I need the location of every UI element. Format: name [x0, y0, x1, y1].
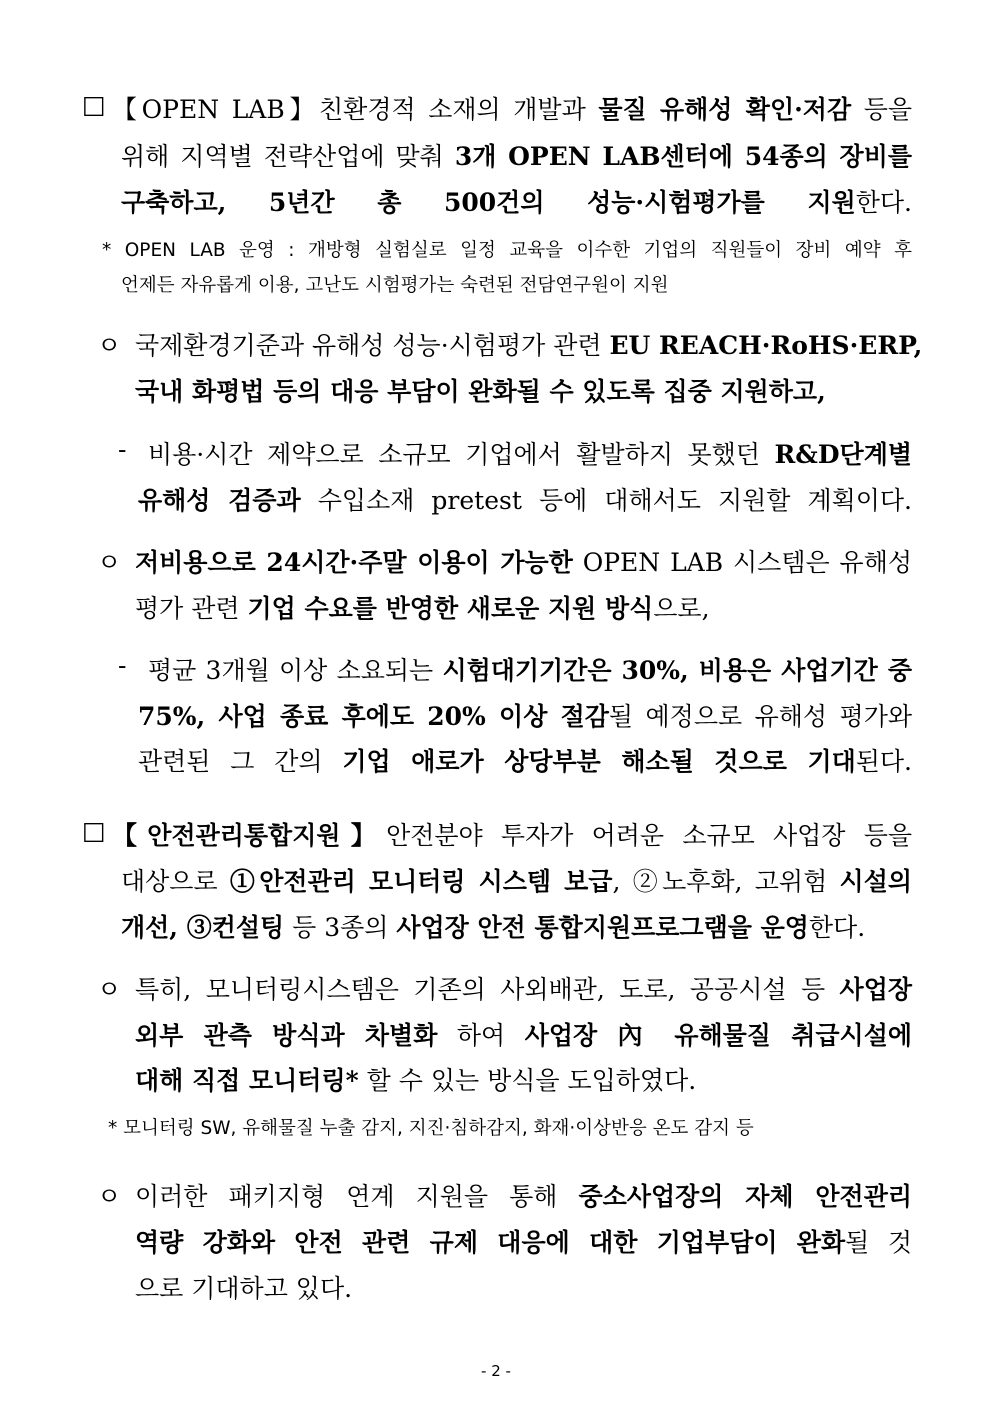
- text: 된다.: [855, 747, 912, 776]
- text: 이러한 패키지형 연계 지원을 통해: [135, 1182, 579, 1211]
- bold-text: 구축하고, 5년간 총 500건의 성능·시험평가를 지원: [121, 188, 856, 217]
- bold-text: 역량 강화와 안전 관련 규제 대응에 대한 기업부담이 완화: [135, 1228, 846, 1257]
- bold-text: 국내 화평법 등의 대응 부담이 완화될 수 있도록 집중 지원하고,: [135, 377, 826, 406]
- bullet-line: [135, 372, 912, 408]
- bold-text: 사업장 內 유해물질 취급시설에: [524, 1021, 912, 1050]
- text: , ②노후화, 고위험: [612, 867, 840, 896]
- text: 한다.: [855, 188, 912, 217]
- text: 등을: [851, 95, 912, 124]
- text: 대상으로: [121, 867, 230, 896]
- bullet-line: [138, 481, 912, 517]
- section-marker: □: [82, 90, 106, 119]
- text: * 모니터링 SW, 유해물질 누출 감지, 지진·침하감지, 화재·이상반응 온도 감지 등: [108, 1118, 754, 1139]
- bold-text: 사업장: [839, 975, 912, 1004]
- section-line: [121, 862, 912, 898]
- text: 할 수 있는 방식을 도입하였다.: [358, 1066, 697, 1095]
- text: 수입소재 pretest 등에 대해서도 지원할 계획이다.: [300, 486, 912, 515]
- bullet-marker: ㅇ: [97, 975, 122, 1004]
- bullet-line: [135, 543, 912, 579]
- bold-text: 기업 애로가 상당부분 해소될 것으로 기대: [342, 747, 856, 776]
- bold-text: 물질 유해성 확인·저감: [598, 95, 852, 124]
- bold-text: 개선, ③컨설팅: [121, 913, 285, 942]
- bullet-line: [135, 970, 912, 1006]
- section-line: [121, 908, 912, 944]
- text: 안전분야 투자가 어려운 소규모 사업장 등을: [386, 821, 913, 850]
- text: 국제환경기준과 유해성 성능·시험평가 관련: [135, 331, 610, 360]
- section-line: [121, 183, 912, 219]
- page-number: - 2 -: [481, 1362, 511, 1380]
- bullet-line: [135, 589, 912, 625]
- bold-text: 대해 직접 모니터링*: [135, 1066, 359, 1095]
- bold-text: 시험대기기간은 30%, 비용은 사업기간 중: [442, 656, 912, 685]
- text: 언제든 자유롭게 이용, 고난도 시험평가는 숙련된 전담연구원이 지원: [121, 275, 669, 296]
- dash-marker: -: [118, 435, 127, 464]
- bold-text: 3개 OPEN LAB센터에 54종의 장비를: [454, 142, 912, 171]
- text: OPEN LAB 시스템은 유해성: [572, 548, 913, 577]
- bullet-marker: ㅇ: [97, 331, 122, 360]
- dash-marker: -: [118, 651, 127, 680]
- footnote-line: [121, 271, 821, 297]
- footnote-line: [102, 236, 912, 262]
- bullet-line: [135, 1223, 912, 1259]
- text: 으로,: [653, 594, 710, 623]
- bold-text: ①안전관리 모니터링 시스템 보급: [229, 867, 613, 896]
- bullet-line: [135, 326, 923, 362]
- bold-text: 외부 관측 방식과 차별화: [135, 1021, 438, 1050]
- section-line: [121, 137, 912, 173]
- bold-text: 사업장 안전 통합지원프로그램을 운영: [396, 913, 809, 942]
- bold-text: 75%, 사업 종료 후에도 20% 이상 절감: [138, 702, 609, 731]
- bullet-line: [135, 1016, 912, 1052]
- text: 특히, 모니터링시스템은 기존의 사외배관, 도로, 공공시설 등: [135, 975, 840, 1004]
- bold-text: 중소사업장의 자체 안전관리: [578, 1182, 912, 1211]
- bullet-line: [138, 697, 912, 733]
- bullet-line: [135, 1061, 912, 1097]
- bold-text: 기업 수요를 반영한 새로운 지원 방식: [247, 594, 654, 623]
- text: 으로 기대하고 있다.: [135, 1274, 353, 1303]
- text: 관련된 그 간의: [138, 747, 343, 776]
- footnote-line: [108, 1114, 868, 1140]
- bullet-line: [148, 435, 912, 471]
- bullet-line: [135, 1269, 912, 1305]
- bold-text: 유해성 검증과: [138, 486, 301, 515]
- bold-text: R&D단계별: [774, 440, 912, 469]
- text: * OPEN LAB 운영 : 개방형 실험실로 일정 교육을 이수한 기업의 직원들이 장비 예약 후: [102, 240, 912, 261]
- section-line: [112, 816, 912, 852]
- text: 위해 지역별 전략산업에 맞춰: [121, 142, 455, 171]
- text: 하여: [437, 1021, 525, 1050]
- section-line: [112, 90, 912, 126]
- bold-text: 시설의: [839, 867, 912, 896]
- bullet-marker: ㅇ: [97, 1182, 122, 1211]
- bold-text: EU REACH·RoHS·ERP,: [609, 331, 923, 360]
- text: 한다.: [808, 913, 866, 942]
- bullet-line: [148, 651, 912, 687]
- bullet-line: [135, 1177, 912, 1213]
- bullet-marker: ㅇ: [97, 548, 122, 577]
- text: 될 예정으로 유해성 평가와: [608, 702, 912, 731]
- text: 될 것: [845, 1228, 912, 1257]
- text: 평가 관련: [135, 594, 248, 623]
- bullet-line: [138, 742, 912, 778]
- text: 등 3종의: [284, 913, 397, 942]
- section-marker: □: [82, 816, 106, 845]
- text: 【OPEN LAB】친환경적 소재의 개발과: [112, 95, 599, 124]
- bold-text: 【안전관리통합지원】: [112, 821, 387, 850]
- bold-text: 저비용으로 24시간·주말 이용이 가능한: [135, 548, 573, 577]
- text: 평균 3개월 이상 소요되는: [148, 656, 443, 685]
- text: 비용·시간 제약으로 소규모 기업에서 활발하지 못했던: [148, 440, 775, 469]
